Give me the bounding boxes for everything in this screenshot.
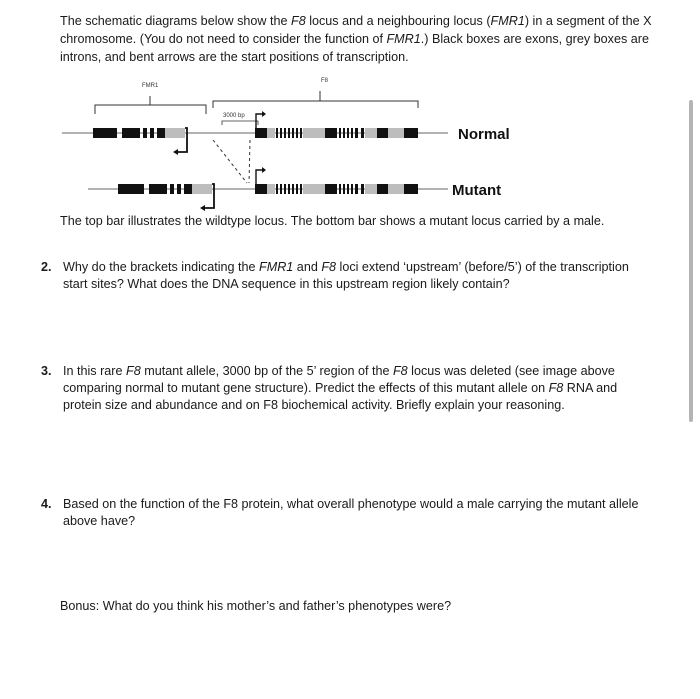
intro-f8: F8 [291, 14, 306, 28]
question-text: In this rare F8 mutant allele, 3000 bp of the 5’ region of the F8 locus was deleted (see image above comparing normal to mutant gene structure). Predict the effects of this mutant allele on F8 RNA and protein size and abundance and on F8 biochemical activity. Briefly explain your reasoning. [63, 364, 618, 412]
question-number: 3. [41, 364, 52, 378]
mutant-label: Mutant [452, 182, 502, 199]
f8-label: F8 [321, 78, 329, 84]
question-text: Why do the brackets indicating the FMR1 and F8 loci extend ‘upstream’ (before/5’) of the transcription start sites? What does the DNA sequence in this upstream region likely contain? [63, 260, 629, 291]
diagram-caption: The top bar illustrates the wildtype locus. The bottom bar shows a mutant locus carried by a male. [60, 214, 605, 228]
intro-fmr1-b: FMR1 [386, 32, 421, 46]
vertical-scrollbar[interactable] [689, 100, 693, 422]
normal-label: Normal [458, 126, 510, 143]
question-text: Based on the function of the F8 protein, what overall phenotype would a male carrying the mutant allele above have? [63, 497, 639, 528]
intro-text-3: ) in a segment of the X chromosome. (You do not need to consider the function of [60, 14, 652, 46]
normal-locus [62, 111, 448, 155]
bonus-question: Bonus: What do you think his mother’s and father’s phenotypes were? [60, 599, 452, 613]
deletion-bracket [222, 121, 258, 125]
deletion-dashed-lines [213, 140, 250, 183]
f8-bracket [213, 91, 418, 108]
question-4 [41, 496, 646, 530]
question-3 [41, 363, 646, 414]
deletion-label: 3000 bp [223, 113, 245, 119]
intro-text-4: .) Black boxes are exons, grey boxes are introns, and bent arrows are the start positions of transcription. [60, 32, 649, 64]
gene-schematic-diagram [0, 0, 700, 215]
fmr1-label: FMR1 [142, 83, 159, 89]
mutant-locus [88, 167, 448, 211]
intro-text-2: locus and a neighbouring locus ( [305, 14, 491, 28]
intro-fmr1: FMR1 [490, 14, 525, 28]
question-number: 4. [41, 497, 52, 511]
fmr1-bracket [95, 96, 206, 114]
question-2 [41, 259, 646, 293]
intro-text-1: The schematic diagrams below show the [60, 14, 291, 28]
question-number: 2. [41, 260, 52, 274]
